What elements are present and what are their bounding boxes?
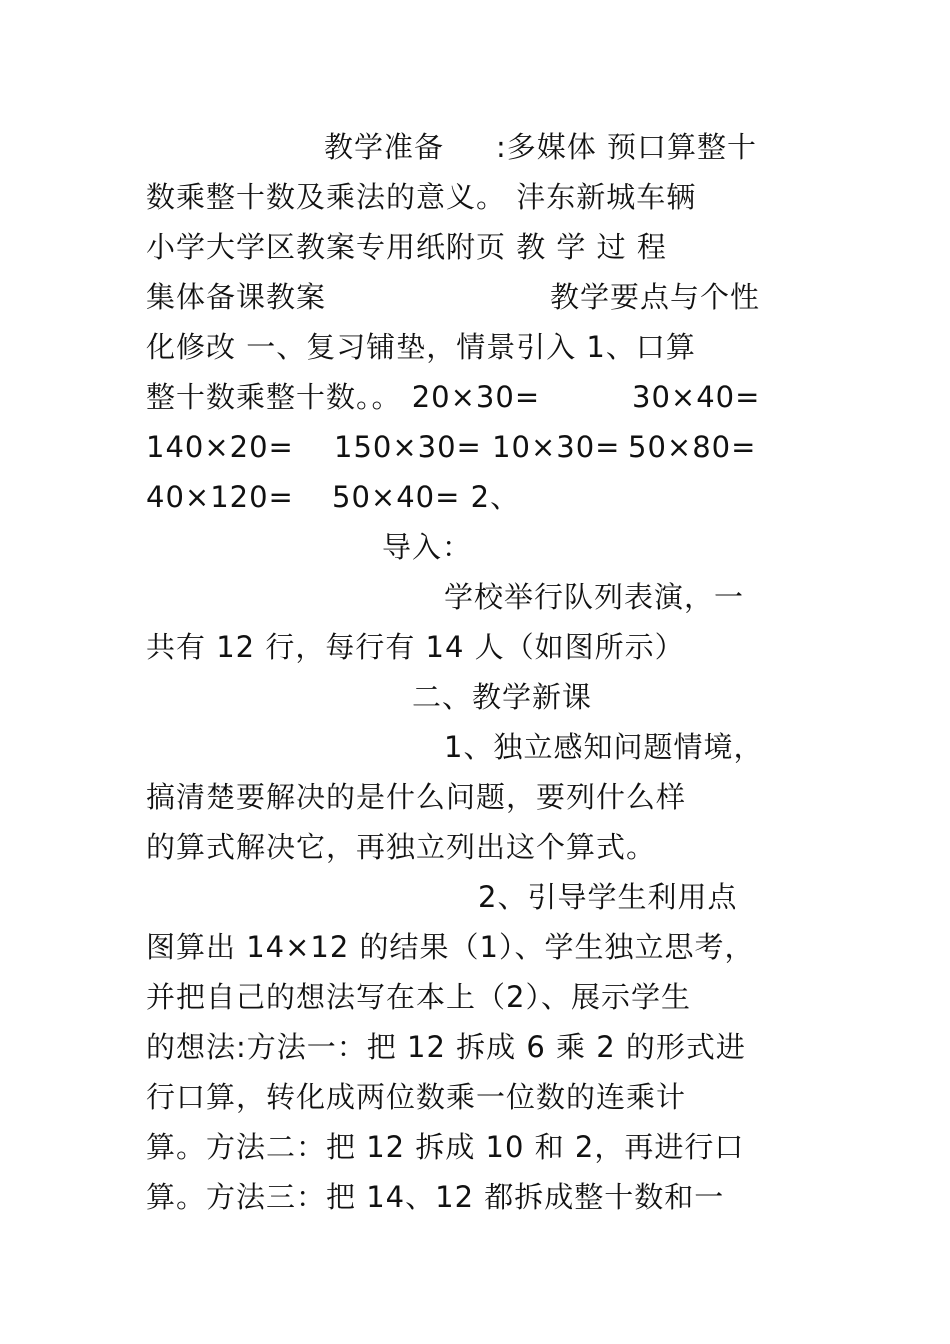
text-segment: 50×40= 2、 [332,480,521,514]
text-segment: 140×20= [146,430,294,464]
text-segment: 40×120= [146,480,294,514]
text-line [146,1022,806,1072]
text-segment: 小学大学区教案专用纸附页 教 学 过 程 [146,230,667,264]
text-segment: 150×30= 10×30= [334,430,621,464]
document-body [146,122,806,1222]
text-line [146,972,806,1022]
text-segment: 并把自己的想法写在本上（2）、展示学生 [146,980,691,1014]
text-line [146,872,806,922]
text-segment: 教学要点与个性 [550,280,761,314]
text-segment: 图算出 14×12 的结果（1）、学生独立思考， [146,930,755,964]
text-line [146,422,806,472]
text-line [146,722,806,772]
text-line [146,622,806,672]
text-segment: 30×40= [632,380,761,414]
text-segment: :多媒体 预口算整十 [496,130,757,164]
text-line [146,472,806,522]
text-line [146,672,806,722]
text-segment: 算。方法二：把 12 拆成 10 和 2，再进行口 [146,1130,745,1164]
text-line [146,222,806,272]
text-segment: 50×80= [628,430,757,464]
text-line [146,172,806,222]
text-segment: 共有 12 行，每行有 14 人（如图所示） [146,630,685,664]
text-segment: 的想法:方法一：把 12 拆成 6 乘 2 的形式进 [146,1030,746,1064]
text-line [146,772,806,822]
text-line [146,372,806,422]
text-segment: 学校举行队列表演，一 [444,580,745,614]
text-segment: 1、独立感知问题情境， [444,730,764,764]
text-segment: 搞清楚要解决的是什么问题，要列什么样 [146,780,687,814]
text-segment: 的算式解决它，再独立列出这个算式。 [146,830,657,864]
text-line [146,322,806,372]
text-segment: 行口算，转化成两位数乘一位数的连乘计 [146,1080,687,1114]
text-segment: 导入： [382,530,473,564]
text-segment: 整十数乘整十数。。 20×30= [146,380,541,414]
text-segment: 算。方法三：把 14、12 都拆成整十数和一 [146,1180,725,1214]
text-line [146,1172,806,1222]
text-segment: 二、教学新课 [412,680,593,714]
text-segment: 2、引导学生利用点 [478,880,738,914]
text-line [146,1122,806,1172]
text-line [146,1072,806,1122]
text-line [146,122,806,172]
text-segment: 数乘整十数及乘法的意义。 沣东新城车辆 [146,180,697,214]
text-segment: 化修改 一、复习铺垫，情景引入 1、口算 [146,330,696,364]
text-line [146,572,806,622]
text-segment: 集体备课教案 [146,280,327,314]
text-line [146,922,806,972]
text-line [146,822,806,872]
text-segment: 教学准备 [324,130,445,164]
text-line [146,522,806,572]
text-line [146,272,806,322]
